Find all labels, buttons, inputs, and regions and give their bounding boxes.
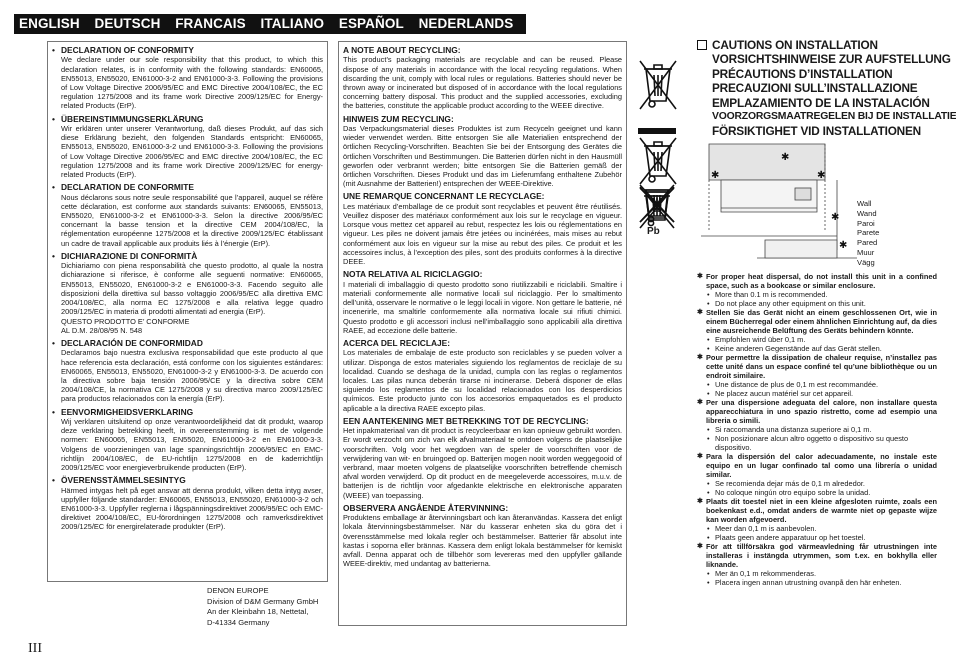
caution-item-dutch	[697, 497, 937, 542]
conformity-section-german	[52, 114, 323, 180]
section-title: HINWEIS ZUM RECYCLING:	[343, 113, 454, 124]
weee-bin-icon	[634, 57, 680, 113]
caution-title-spanish: EMPLAZAMIENTO DE LA INSTALACIÓN	[712, 95, 930, 110]
language-nederlands: NEDERLANDS	[418, 16, 514, 31]
wall-label: Wand	[857, 208, 877, 218]
conformity-section-french	[52, 182, 323, 248]
caution-subpoint: • Ne placez aucun matériel sur cet appareil.	[697, 389, 937, 398]
caution-text: ✱ Per una dispersione adeguata del calore, non installare questa apparecchiatura in uno spazio ristretto, come ad esempio una libreria o simili.	[697, 398, 937, 425]
caution-subpoint: • Mer än 0,1 m rekommenderas.	[697, 569, 937, 578]
section-body: Los materiales de embalaje de este producto son reciclables y se pueden volver a utilizar. Disponga de estos materiales siguiendo los reglamentos de reciclaje de su localidad. Cuando se deshaga de la unidad, cumpla con las reglas o reglamentos locales. Las pilas nunca deberán tirarse ni incinerarse. Deberá disponer de ellas siguiendo los reglamentos de su localidad relacionados con los desperdicios químicos. Este producto junto con los accesorios empaquetados es el producto aplicable a la directiva RAEE excepto pilas.	[343, 348, 622, 413]
caution-subpoint: • Meer dan 0,1 m is aanbevolen.	[697, 524, 937, 533]
caution-item-german	[697, 308, 937, 353]
language-deutsch: DEUTSCH	[94, 16, 161, 31]
recycling-section-english	[343, 45, 622, 111]
section-body: Produktens emballage är återvinningsbart och kan återanvändas. Kassera det enligt lokala återvinningsbestämmelser. När du kasserar enheten ska du göra det i överensstämmelse med lokala regler och bestämmelser. Batterier får absolut inte kastas i soporna eller brännas. Kassera dem enligt lokala bestämmelser för kemiskt avfall. Denna apparat och de tillbehör som levereras med den uppfyller gällande WEEE-direktiv, med undantag av batterierna.	[343, 513, 622, 569]
caution-subpoint: • Placera ingen annan utrustning ovanpå den här enheten.	[697, 578, 937, 587]
caution-item-french	[697, 353, 937, 398]
caution-subpoint: • Si raccomanda una distanza superiore ai 0,1 m.	[697, 425, 937, 434]
conformity-section-italian	[52, 251, 323, 335]
conformity-section-english	[52, 45, 323, 111]
caution-subpoint: • No coloque ningún otro equipo sobre la unidad.	[697, 488, 937, 497]
company-address	[207, 586, 318, 628]
caution-subpoint: • Empfohlen wird über 0,1 m.	[697, 335, 937, 344]
caution-title-english: CAUTIONS ON INSTALLATION	[697, 38, 956, 52]
caution-text: ✱ För att tillförsäkra god värmeavledning får utrustningen inte installeras i instängda utrymmen, som t.ex. en bokhylla eller liknande.	[697, 542, 937, 569]
section-title: OBSERVERA ANGÅENDE ÅTERVINNING:	[343, 502, 509, 513]
caution-subpoint: • Une distance de plus de 0,1 m est recommandée.	[697, 380, 937, 389]
caution-subpoint: • More than 0.1 m is recommended.	[697, 290, 937, 299]
section-body: I materiali di imballaggio di questo prodotto sono riutilizzabili e riciclabili. Smaltire i materiali conformemente alle normative locali sul riciclaggio. Per lo smaltimento dell’unità, osservare le normative o le leggi locali in vigore. Non gettare le batterie, né incenerirle, ma smaltirle conformemente alla normativa locale sui rifiuti chimici. Questo prodotto e gli accessori inclusi nell’imballaggio sono applicabili alla direttiva RAEE, ad eccezione delle batterie.	[343, 279, 622, 335]
caution-item-swedish	[697, 542, 937, 587]
wall-label: Pared	[857, 238, 878, 248]
caution-subpoint: • Non posizionare alcun altro oggetto o dispositivo su questo dispositivo.	[697, 434, 937, 452]
conformity-box	[47, 41, 328, 582]
caution-text: ✱ For proper heat dispersal, do not install this unit in a confined space, such as a bookcase or similar enclosure.	[697, 272, 937, 290]
caution-title-italian: PRECAUZIONI SULL’INSTALLAZIONE	[712, 81, 918, 96]
section-title: EEN AANTEKENING MET BETREKKING TOT DE RECYCLING:	[343, 415, 589, 426]
section-title: • EENVORMIGHEIDSVERKLARING	[52, 407, 323, 417]
clearance-mark-icon: ✱	[831, 212, 840, 223]
caution-subpoint: • Se recomienda dejar más de 0,1 m alrededor.	[697, 479, 937, 488]
section-title: • DECLARACIÓN DE CONFORMIDAD	[52, 338, 323, 348]
section-body: Wir erklären unter unserer Verantwortung, daß dieses Produkt, auf das sich diese Erklärung bezieht, den folgenden Standards entspricht: EN60065, EN55013, EN55020, EN61000-3-2 und EN61000-3-3. Following the provisions of Low Voltage Directive 2006/95/EC and EMC directive 2004/108/EC, the EC regulation 1275/2008 and its frame work Directive 2009/125/EC for energy-related Products (ErP).	[61, 124, 323, 180]
recycling-section-spanish	[343, 338, 622, 413]
address-line: Division of D&M Germany GmbH	[207, 596, 319, 606]
section-body: This product’s packaging materials are recyclable and can be reused. Please dispose of any materials in accordance with the local recycling regulations. When discarding the unit, comply with local rules or regulations. Batteries should never be thrown away or incinerated but disposed of in accordance with the local regulations concerning battery disposal. This product and the supplied accessories, excluding the batteries, constitute the applicable product according to the WEEE directive.	[343, 55, 622, 111]
language-english: ENGLISH	[19, 16, 80, 31]
section-body: Het inpakmateriaal van dit product is recycleerbaar en kan opnieuw gebruikt worden. Er wordt verzocht om zich van elk afvalmateriaal te ontdoen volgens de plaatselijke voorschriften. Volg voor het wegdoen van de speler de voorschriften voor de verwijdering van wit- en bruingoed op. Batterijen mogen nooit worden weggegooid of verbrand, maar moeten volgens de plaatselijke voorschriften betreffende chemisch afval worden verwijderd. Op dit product en de meegeleverde accessoires, m.u.v. de batterijen is de richtlijn voor afgedankte elektrische en elektronische apparaten (WEEE) van toepassing.	[343, 426, 622, 500]
wall-labels	[857, 199, 879, 268]
wall-label: Paroi	[857, 218, 875, 228]
recycling-box	[338, 41, 627, 626]
clearance-mark-icon: ✱	[817, 170, 826, 181]
conformity-section-spanish	[52, 338, 323, 404]
language-svenska: SVENSKA	[528, 16, 595, 31]
caution-subpoint: • Plaats geen andere apparatuur op het toestel.	[697, 533, 937, 542]
section-body: Nous déclarons sous notre seule responsabilité que l’appareil, auquel se réfère cette déclaration, est conforme aux standards suivants: EN60065, EN55013, EN55020, EN61000-3-2 et EN61000-3-3. Selon la directive 2006/95/EC concernant la basse tension et la directive CEM 2004/108/EC, la réglementation européenne 1275/2008 et la directive 2009/125/EC établissant un cadre de travail applicable aux produits liés à l’énergie (ErP).	[61, 192, 323, 248]
section-extra-line: QUESTO PRODOTTO E’ CONFORME	[61, 316, 190, 326]
caution-item-spanish	[697, 452, 937, 497]
address-line: An der Kleinbahn 18, Nettetal,	[207, 607, 309, 617]
section-body: Das Verpackungsmaterial dieses Produktes ist zum Recyceln geeignet und kann wieder verwendet werden. Bitte entsorgen Sie alle Materialien entsprechend der örtlichen Recycling-Vorschriften. Beachten Sie bei der Entsorgung des Gerätes die örtlichen Vorschriften und Bestimmungen. Die Batterien dürfen nicht in den Hausmüll geworfen oder verbrannt werden; bitte entsorgen Sie die Batterien gemäß der örtlichen Vorschriften. Dieses Produkt und das im Lieferumfang enthaltene Zubehör (mit Ausnahme der Batterien!) entsprechen der WEEE-Direktive.	[343, 124, 622, 189]
section-body: We declare under our sole responsibility that this product, to which this declaration relates, is in conformity with the following standards: EN60065, EN55013, EN55020, EN61000-3-2 and EN61000-3-3. Following the provisions of Low Voltage Directive 2006/95/EC and EMC Directive 2004/108/EC, the EC regulation 1275/2008 and its frame work Directive 2009/125/EC for Energy-related Products (ErP).	[61, 55, 323, 111]
recycling-section-german	[343, 114, 622, 189]
section-title: A NOTE ABOUT RECYCLING:	[343, 45, 461, 55]
wall-label: Parete	[857, 228, 880, 238]
section-title: • DECLARATION DE CONFORMITE	[52, 182, 323, 192]
section-body: Les matériaux d’emballage de ce produit sont recyclables et peuvent être réutilisés. Veuillez disposer des matériaux conformément aux lois sur le recyclage en vigueur. Lorsque vous mettez cet appareil au rebut, respectez les lois ou réglementations en vigueur. Les piles ne doivent jamais être jetées ou incinérées, mais mises au rebut conformément aux lois en vigueur sur la mise au rebut des piles. Ce produit et les accessoires inclus, à l’exception des piles, sont des produits conformes à la directive DEEE.	[343, 201, 622, 267]
caution-list	[697, 272, 937, 587]
clearance-mark-icon: ✱	[839, 240, 848, 251]
language-italiano: ITALIANO	[260, 16, 325, 31]
wall-label: Vägg	[857, 257, 875, 267]
checkbox-icon	[697, 40, 707, 50]
address-line: DENON EUROPE	[207, 586, 269, 595]
caution-title-dutch: VOORZORGSMAATREGELEN BIJ DE INSTALLATIE	[712, 111, 956, 123]
section-title: • ÜBEREINSTIMMUNGSERKLÄRUNG	[52, 114, 323, 124]
language-espanol: ESPAÑOL	[338, 16, 404, 31]
caution-text: ✱ Pour permettre la dissipation de chaleur requise, n’installez pas cette unité dans un espace confiné tel qu’une bibliothèque ou un endroit similaire.	[697, 353, 937, 380]
caution-title-french: PRÉCAUTIONS D’INSTALLATION	[712, 66, 893, 81]
wall-label: Wall	[857, 199, 872, 208]
pb-label: Pb	[647, 226, 660, 237]
conformity-section-dutch	[52, 407, 323, 473]
section-title: NOTA RELATIVA AL RICICLAGGIO:	[343, 269, 483, 280]
section-body: Härmed intygas helt på eget ansvar att denna produkt, vilken detta intyg avser, uppfyller följande standarder: EN60065, EN55013, EN55020, EN61000-3-2 och EN61000-3-3. Uppfyller reglerna i lågspänningsdirektivet 2006/95/EC och EMC-direktivet 2004/108/EC, EU-förordningen 1275/2008 och ramverksdirektivet 2009/125/EC för energirelaterade produkter (ErP).	[61, 485, 323, 532]
language-francais: FRANCAIS	[175, 16, 246, 31]
caution-item-english	[697, 272, 937, 308]
caution-subpoint: • Do not place any other equipment on this unit.	[697, 299, 937, 308]
clearance-mark-icon: ✱	[781, 152, 790, 163]
section-body: Wij verklaren uitsluitend op onze verantwoordelijkheid dat dit produkt, waarop deze verklaring betrekking heeft, in overeenstemming is met de volgende normen: EN60065, EN55013, EN55020, EN61000-3-2 en EN61000-3-3. Volgens de voorzieningen van lage spanningsrichtlijn 2006/95/EC en EMC-richtlijn 2004/108/EC, de EU-richtlijn 1275/2008 en de kaderrichtlijn 2009/125/EC voor energieverbruikende producten (ErP).	[61, 416, 323, 472]
clearance-mark-icon: ✱	[711, 170, 720, 181]
section-title: ACERCA DEL RECICLAJE:	[343, 337, 451, 348]
wall-label: Muur	[857, 247, 875, 257]
section-title: • DICHIARAZIONE DI CONFORMITÀ	[52, 251, 323, 261]
section-title: UNE REMARQUE CONCERNANT LE RECYCLAGE:	[343, 191, 545, 202]
caution-title-swedish: FÖRSIKTIGHET VID INSTALLATIONEN	[712, 124, 921, 139]
section-title: • DECLARATION OF CONFORMITY	[52, 45, 323, 55]
section-body: Declaramos bajo nuestra exclusiva responsabilidad que este producto al que hace referencia esta declaración, está conforme con los siguientes estándares: EN60065, EN55013, EN55020, EN61000-3-2 y EN61000-3-3. De acuerdo con la directiva sobre baja tensión 2006/95/CE y la directiva sobre CEM 2004/108/CE, la normativa CE 1275/2008 y su directiva marco 2009/125/EC para productos relacionados con la energía (ErP).	[61, 348, 323, 404]
section-title: • ÖVERENSSTÄMMELSESINTYG	[52, 475, 323, 485]
caution-text: ✱ Stellen Sie das Gerät nicht an einem geschlossenen Ort, wie in einem Bücherregal oder einem ähnlichen Einrichtung auf, da dies eine ausreichende Belüftung des Geräts behindern könnte.	[697, 308, 937, 335]
section-body: Dichiariamo con piena responsabilità che questo prodotto, al quale la nostra dichiarazione si riferisce, è conforme alle seguenti normative: EN60065, EN55013, EN55020, EN61000-3-2 e EN61000-3-3. Facendo seguito alle disposizioni della direttiva sul basso voltaggio 2006/95/EC alla direttiva EMC 2004/108/EC, alla norma EC 1275/2008 e alla relativa legge quadro 2009/125/EC in materia di prodotti alimentati ad energia (ErP).	[61, 261, 323, 317]
recycling-section-swedish	[343, 503, 622, 569]
page-number: III	[28, 641, 42, 656]
caution-title-german: VORSICHTSHINWEISE ZUR AUFSTELLUNG	[712, 52, 951, 67]
conformity-section-swedish	[52, 475, 323, 531]
caution-text: ✱ Para la dispersión del calor adecuadamente, no instale este equipo en un lugar confinado tal como una librería o unidad similar.	[697, 452, 937, 479]
address-line: D-41334 Germany	[207, 617, 270, 627]
recycling-section-italian	[343, 269, 622, 335]
caution-subpoint: • Keine anderen Gegenstände auf das Gerät stellen.	[697, 344, 937, 353]
caution-text: ✱ Plaats dit toestel niet in een kleine afgesloten ruimte, zoals een boekenkast e.d., omdat anders de warmte niet op gepaste wijze kan worden afgevoerd.	[697, 497, 937, 524]
section-extra-line: AL D.M. 28/08/95 N. 548	[61, 325, 143, 335]
caution-item-italian	[697, 398, 937, 452]
language-bar	[14, 14, 595, 34]
installation-clearance-diagram	[697, 140, 937, 270]
recycling-section-dutch	[343, 416, 622, 500]
cautions-title-block	[697, 38, 956, 139]
recycling-section-french	[343, 191, 622, 266]
